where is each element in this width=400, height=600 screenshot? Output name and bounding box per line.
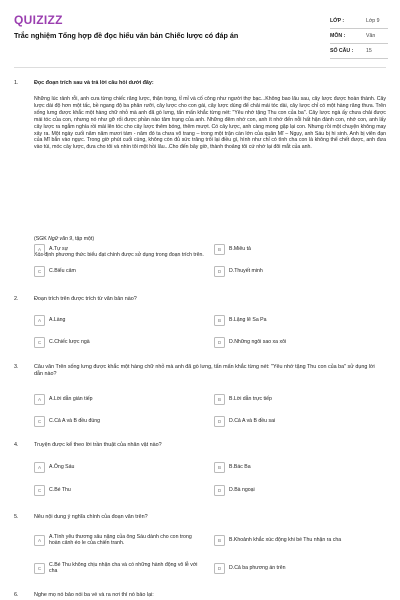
- option-text: B.Bác Ba: [229, 463, 251, 470]
- meta-grade-row: [330, 14, 388, 29]
- option-a[interactable]: [34, 462, 204, 472]
- option-d[interactable]: [214, 485, 384, 495]
- option-d[interactable]: [214, 337, 384, 347]
- option-a[interactable]: [34, 394, 204, 404]
- option-d[interactable]: [214, 416, 384, 426]
- option-text: C.Biểu cảm: [49, 267, 76, 274]
- meta-table: [330, 14, 388, 59]
- option-b[interactable]: [214, 394, 384, 404]
- option-letter-box: C: [34, 563, 45, 574]
- option-b[interactable]: [214, 535, 384, 545]
- question-number: 2.: [14, 296, 19, 302]
- option-text: A.Lời dẫn gián tiếp: [49, 395, 93, 402]
- question-number: 4.: [14, 442, 19, 448]
- option-letter-box: A: [34, 394, 45, 405]
- option-letter-box: C: [34, 337, 45, 348]
- option-text: B.Khoảnh khắc xúc động khi bé Thu nhận ra cha: [229, 536, 342, 543]
- option-letter-box: A: [34, 244, 45, 255]
- meta-value: Lớp 9: [366, 18, 380, 24]
- source-book: Ngữ văn 9: [48, 236, 73, 242]
- question-3: [14, 364, 388, 380]
- question-number: 6.: [14, 592, 19, 598]
- source-prefix: (SGK: [34, 236, 49, 242]
- option-letter-box: C: [34, 485, 45, 496]
- question-text: Câu văn Trên sống lưng được khắc một hàng chữ nhỏ mà anh đã gò lưng, tẩn mẩn khắc từng nét: "Yêu nhớ tặng Thu con của ba" sử dụng lời dẫn nào?: [34, 364, 375, 377]
- option-text: A.Tình yêu thương sâu nặng của ông Sáu dành cho con trong hoàn cảnh éo le của chiến tranh.: [49, 533, 192, 546]
- option-a[interactable]: [34, 535, 204, 545]
- option-text: A.Ông Sáu: [49, 463, 75, 470]
- meta-label: MÔN :: [330, 33, 346, 39]
- meta-value: 15: [366, 48, 372, 54]
- question-number: 5.: [14, 514, 19, 520]
- option-text: A.Tự sự: [49, 245, 69, 252]
- option-letter-box: D: [214, 266, 225, 277]
- question-1: [14, 80, 388, 290]
- quizizz-logo: QUIZIZZ: [14, 13, 63, 27]
- option-text: D.Thuyết minh: [229, 267, 263, 274]
- document-title: Trắc nghiệm Tổng hợp đề đọc hiểu văn bản Chiếc lược có đáp án: [14, 31, 239, 40]
- option-text: D.Cả A và B đều sai: [229, 417, 276, 424]
- option-b[interactable]: [214, 315, 384, 325]
- meta-value: Văn: [366, 33, 376, 39]
- option-letter-box: D: [214, 485, 225, 496]
- option-letter-box: C: [34, 416, 45, 427]
- header-divider: [14, 67, 386, 68]
- option-c[interactable]: [34, 563, 204, 573]
- option-letter-box: B: [214, 394, 225, 405]
- option-letter-box: A: [34, 535, 45, 546]
- question-text: Đoạn trích trên được trích từ văn bản nào?: [34, 296, 137, 302]
- question-prompt: Xác định phương thức biểu đạt chính được sử dụng trong đoạn trích trên.: [34, 252, 204, 258]
- option-text: B.Miêu tả: [229, 245, 251, 252]
- option-letter-box: A: [34, 315, 45, 326]
- question-2: [14, 296, 388, 306]
- option-letter-box: C: [34, 266, 45, 277]
- option-text: C.Chiếc lược ngà: [49, 338, 90, 345]
- meta-label: SỐ CÂU :: [330, 48, 354, 54]
- question-number: 1.: [14, 80, 19, 86]
- option-letter-box: B: [214, 315, 225, 326]
- meta-subject-row: [330, 29, 388, 44]
- source-suffix: , tập một): [72, 236, 95, 242]
- option-text: B.Lời dẫn trực tiếp: [229, 395, 272, 402]
- question-text: Nghe mọ nó bảo nói ba về và ra nơi thì nó bảo lại:: [34, 592, 154, 598]
- option-c[interactable]: [34, 337, 204, 347]
- option-text: D.Bà ngoại: [229, 486, 255, 493]
- question-5: [14, 514, 388, 524]
- option-text: D.Cả ba phương án trên: [229, 564, 286, 571]
- option-c[interactable]: [34, 266, 204, 276]
- option-text: C.Bé Thu: [49, 486, 71, 493]
- option-letter-box: D: [214, 337, 225, 348]
- option-letter-box: B: [214, 462, 225, 473]
- option-b[interactable]: [214, 244, 384, 254]
- option-text: D.Những ngôi sao xa xôi: [229, 338, 287, 345]
- question-4: [14, 442, 388, 452]
- reading-passage: Những lúc rảnh rỗi, anh cưa từng chiếc răng lược, thận trọng, tỉ mỉ và cố công như người thợ bạc...Không bao lâu sau, cây lược được hoàn thành. Cây lược dài độ hơn một tấc, bề ngang độ ba phân rưỡi, cây lược cho con gái, cây lược dùng để chải mái tóc dài, cây lược chỉ có một hàng răng thưa. Trên sống lưng được khắc một hàng chữ nhỏ mà anh đã gò lưng, tẩn mẩn khắc từng nét: "Yêu nhớ tặng Thu con của ba". Cây lược ngà ấy chưa chải được mái tóc của con, nhưng nó như gỡ rối được phần nào tâm trạng của anh. Những đêm nhớ con, anh ít nhớ đến nỗi hất hận đành con, nhớ con, anh lấy cây lược ra ngắm nghía rồi mài lên tóc cho cây lược thêm bóng, thêm mượt. Có cây lược, anh càng mong gặp lại con. Nhưng rồi một chuyện không may xảy ra. Một ngày cuối năm năm mươi tám - năm đó ta chưa võ trang – trong một trận càn lớn của quân Mĩ – Ngụy, anh Sáu bị hi sinh. Anh bị viên đạn của Mĩ bắn vào ngực. Trong giờ phút cuối cùng, không còn đủ sức trăng trối lại điều gì, hình như chỉ có tình cha con là không thể chết được, anh đưa vào túi, móc cây lược, đưa cho tôi và nhìn tôi một hồi lâu...Cho đến bây giờ, thành thoảng tôi cứ nhớ lại đôi mắt của anh.: [34, 96, 386, 151]
- question-number: 3.: [14, 364, 19, 370]
- option-c[interactable]: [34, 485, 204, 495]
- question-text: Truyện được kể theo lời trần thuật của nhân vật nào?: [34, 442, 162, 448]
- option-a[interactable]: [34, 315, 204, 325]
- option-b[interactable]: [214, 462, 384, 472]
- passage-source: [34, 236, 94, 243]
- option-text: B.Lặng lẽ Sa Pa: [229, 316, 267, 323]
- meta-count-row: [330, 44, 388, 59]
- option-d[interactable]: [214, 266, 384, 276]
- option-letter-box: A: [34, 462, 45, 473]
- option-letter-box: D: [214, 563, 225, 574]
- option-text: C.Bé Thu không chịu nhận cha và có những hành động vô lễ với cha: [49, 561, 198, 574]
- option-letter-box: B: [214, 535, 225, 546]
- option-a[interactable]: [34, 244, 204, 254]
- question-text: Nêu nội dung ý nghĩa chính của đoạn văn trên?: [34, 514, 148, 520]
- option-text: C.Cả A và B đều đúng: [49, 417, 101, 424]
- option-d[interactable]: [214, 563, 384, 573]
- option-letter-box: B: [214, 244, 225, 255]
- option-letter-box: D: [214, 416, 225, 427]
- option-c[interactable]: [34, 416, 204, 426]
- option-text: A.Làng: [49, 316, 66, 323]
- meta-label: LỚP :: [330, 18, 345, 24]
- question-6: [14, 592, 388, 600]
- question-text: Đọc đoạn trích sau và trả lời câu hỏi dưới đây:: [34, 80, 154, 86]
